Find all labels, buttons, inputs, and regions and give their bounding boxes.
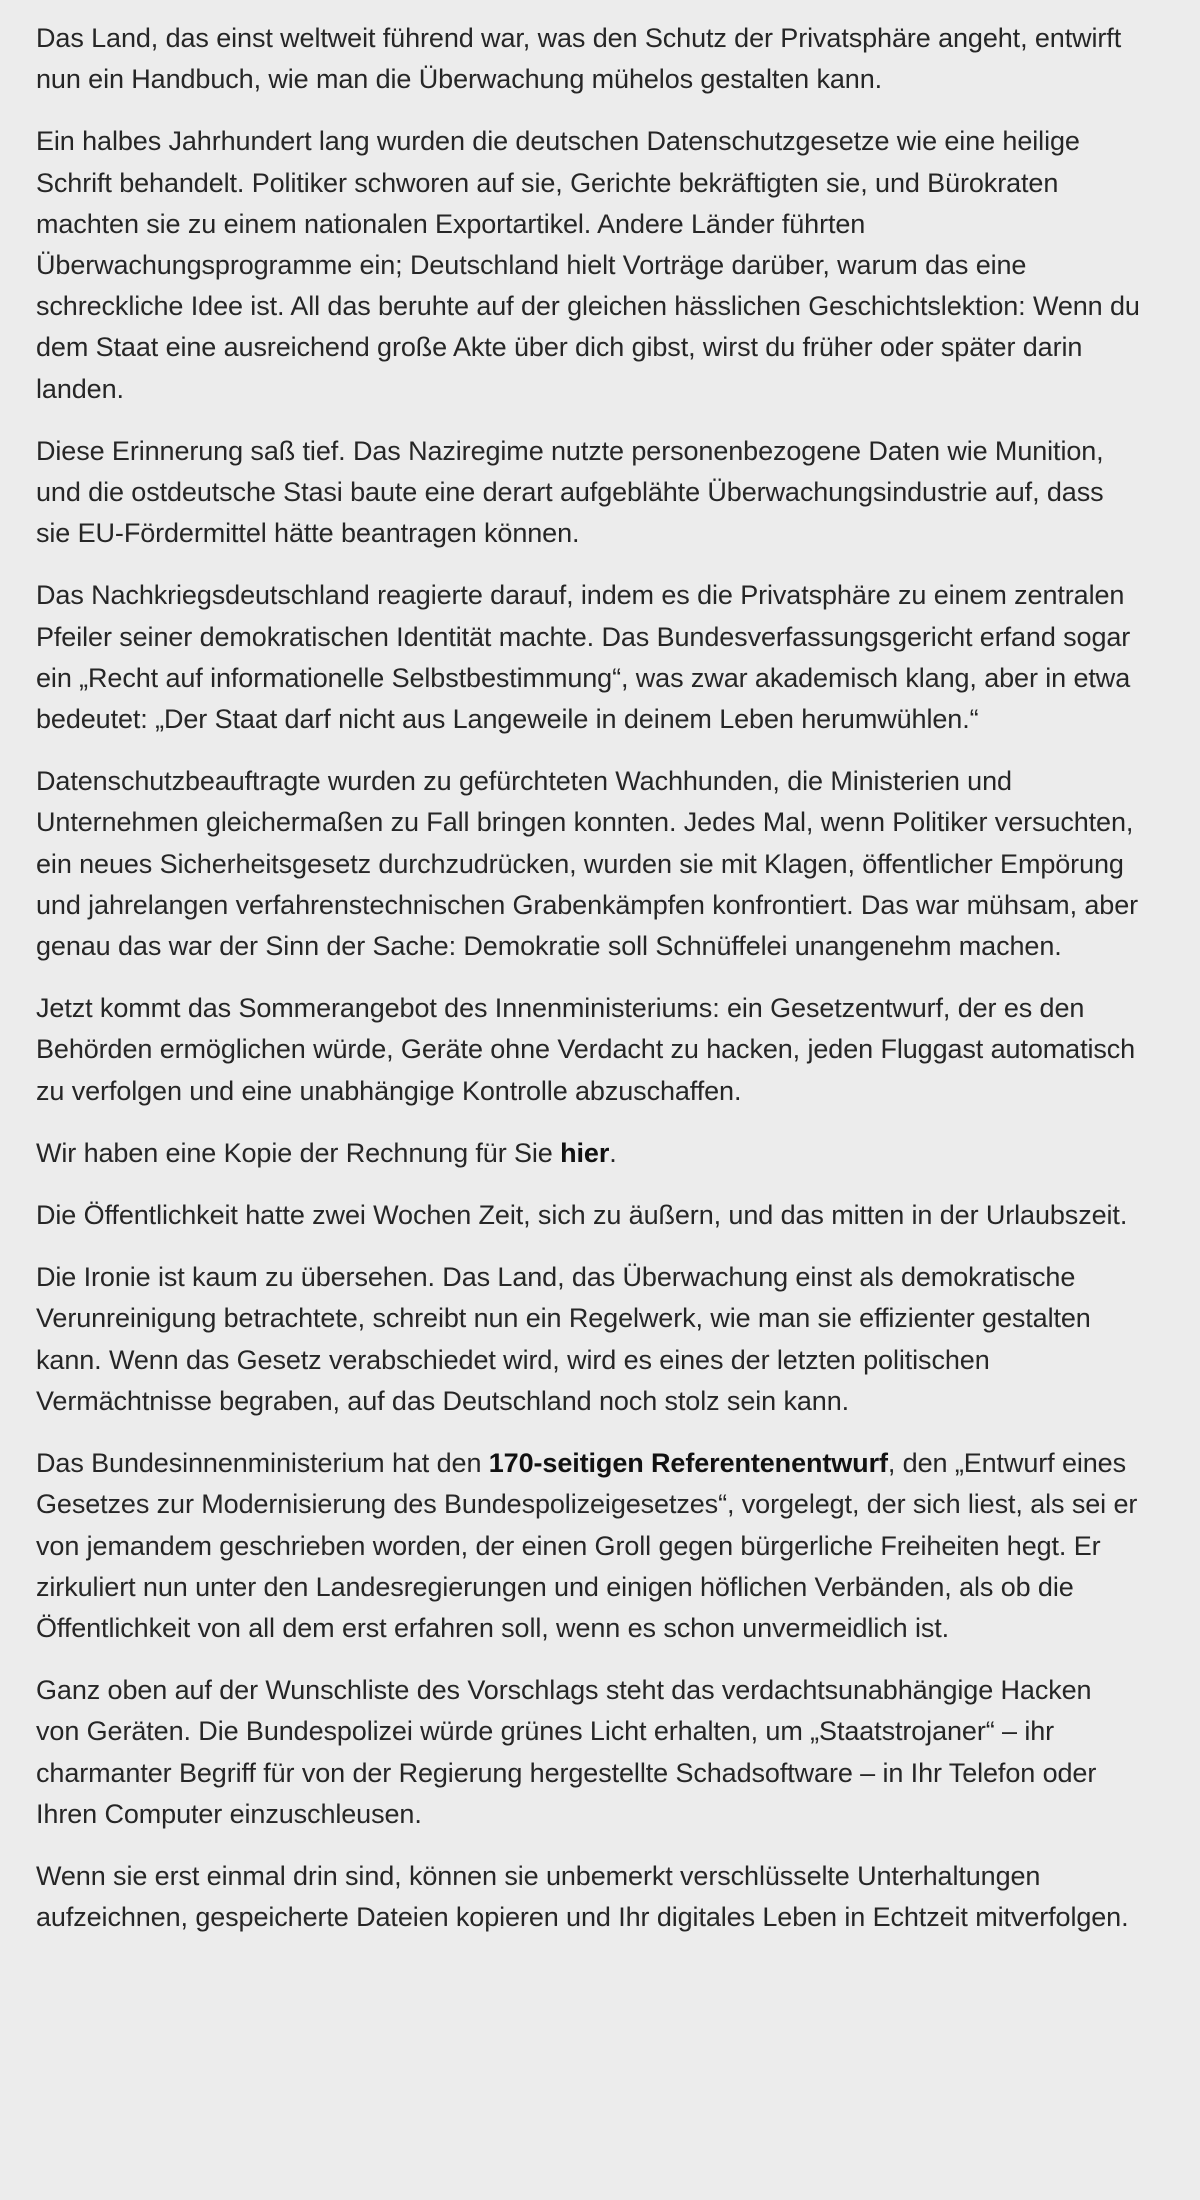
paragraph-summer-offer: Jetzt kommt das Sommerangebot des Innenministeriums: ein Gesetzentwurf, der es den Behörden ermöglichen würde, Geräte ohne Verdacht zu hacken, jeden Fluggast automatisch zu verfolgen und eine unabhängige Kontrolle abzuschaffen.	[36, 993, 1136, 1106]
draft-bold-title: 170-seitigen Referentenentwurf	[488, 1448, 888, 1479]
paragraph-watchdogs: Datenschutzbeauftragte wurden zu gefürchteten Wachhunden, die Ministerien und Unternehmen gleichermaßen zu Fall bringen konnten. Jedes Mal, wenn Politiker versuchten, ein neues Sicherheitsgesetz durchzudrücken, wurden sie mit Klagen, öffentlicher Empörung und jahrelangen verfahrenstechnischen Grabenkämpfen konfrontiert. Das war mühsam, aber genau das war der Sinn der Sache: Demokratie soll Schnüffelei unangenehm machen.	[36, 766, 1139, 962]
paragraph-public-comment: Die Öffentlichkeit hatte zwei Wochen Zeit, sich zu äußern, und das mitten in der Urlaubszeit.	[36, 1200, 1128, 1231]
paragraph-history: Ein halbes Jahrhundert lang wurden die deutschen Datenschutzgesetze wie eine heilige Schrift behandelt. Politiker schworen auf sie, Gerichte bekräftigten sie, und Bürokraten machten sie zu einem nationalen Exportartikel. Andere Länder führten Überwachungsprogramme ein; Deutschland hielt Vorträge darüber, warum das eine schreckliche Idee ist. All das beruhte auf der gleichen hässlichen Geschichtslektion: Wenn du dem Staat eine ausreichend große Akte über dich gibst, wirst du früher oder später darin landen.	[36, 126, 1140, 404]
paragraph-surveillance: Wenn sie erst einmal drin sind, können sie unbemerkt verschlüsselte Unterhaltungen aufzeichnen, gespeicherte Dateien kopieren und Ihr digitales Leben in Echtzeit mitverfolgen.	[36, 1860, 1129, 1933]
paragraph-hacking: Ganz oben auf der Wunschliste des Vorschlags steht das verdachtsunabhängige Hacken von Geräten. Die Bundespolizei würde grünes Licht erhalten, um „Staatstrojaner“ – ihr charmanter Begriff für von der Regierung hergestellte Schadsoftware – in Ihr Telefon oder Ihren Computer einzuschleusen.	[36, 1675, 1097, 1829]
paragraph-intro: Das Land, das einst weltweit führend war, was den Schutz der Privatsphäre angeht, entwirft nun ein Handbuch, wie man die Überwachung mühelos gestalten kann.	[36, 23, 1122, 95]
paragraph-postwar: Das Nachkriegsdeutschland reagierte darauf, indem es die Privatsphäre zu einem zentralen Pfeiler seiner demokratischen Identität machte. Das Bundesverfassungsgericht erfand sogar ein „Recht auf informationelle Selbstbestimmung“, was zwar akademisch klang, aber in etwa bedeutet: „Der Staat darf nicht aus Langeweile in deinem Leben herumwühlen.“	[36, 580, 1131, 735]
bill-copy-text: Wir haben eine Kopie der Rechnung für Sie	[36, 1137, 561, 1168]
draft-text-before: Das Bundesinnenministerium hat den	[36, 1448, 489, 1479]
paragraph-memory: Diese Erinnerung saß tief. Das Naziregime nutzte personenbezogene Daten wie Munition, und die ostdeutsche Stasi baute eine derart aufgeblähte Überwachungsindustrie auf, dass sie EU-Fördermittel hätte beantragen können.	[36, 435, 1104, 549]
bill-copy-link[interactable]: hier	[560, 1137, 610, 1168]
paragraph-irony: Die Ironie ist kaum zu übersehen. Das Land, das Überwachung einst als demokratische Verunreinigung betrachtete, schreibt nun ein Regelwerk, wie man sie effizienter gestalten kann. Wenn das Gesetz verabschiedet wird, wird es eines der letzten politischen Vermächtnisse begraben, auf das Deutschland noch stolz sein kann.	[36, 1262, 1091, 1416]
draft-text-after: , den „Entwurf eines Gesetzes zur Modernisierung des Bundespolizeigesetzes“, vorgelegt, der sich liest, als sei er von jemandem geschrieben worden, der einen Groll gegen bürgerliche Freiheiten hegt. Er zirkuliert nun unter den Landesregierungen und einigen höflichen Verbänden, als ob die Öffentlichkeit von all dem erst erfahren soll, wenn es schon unvermeidlich ist.	[36, 1448, 1138, 1643]
bill-copy-period: .	[609, 1137, 617, 1168]
paragraph-bill-copy	[36, 1133, 1140, 1174]
paragraph-draft	[36, 1443, 1140, 1649]
